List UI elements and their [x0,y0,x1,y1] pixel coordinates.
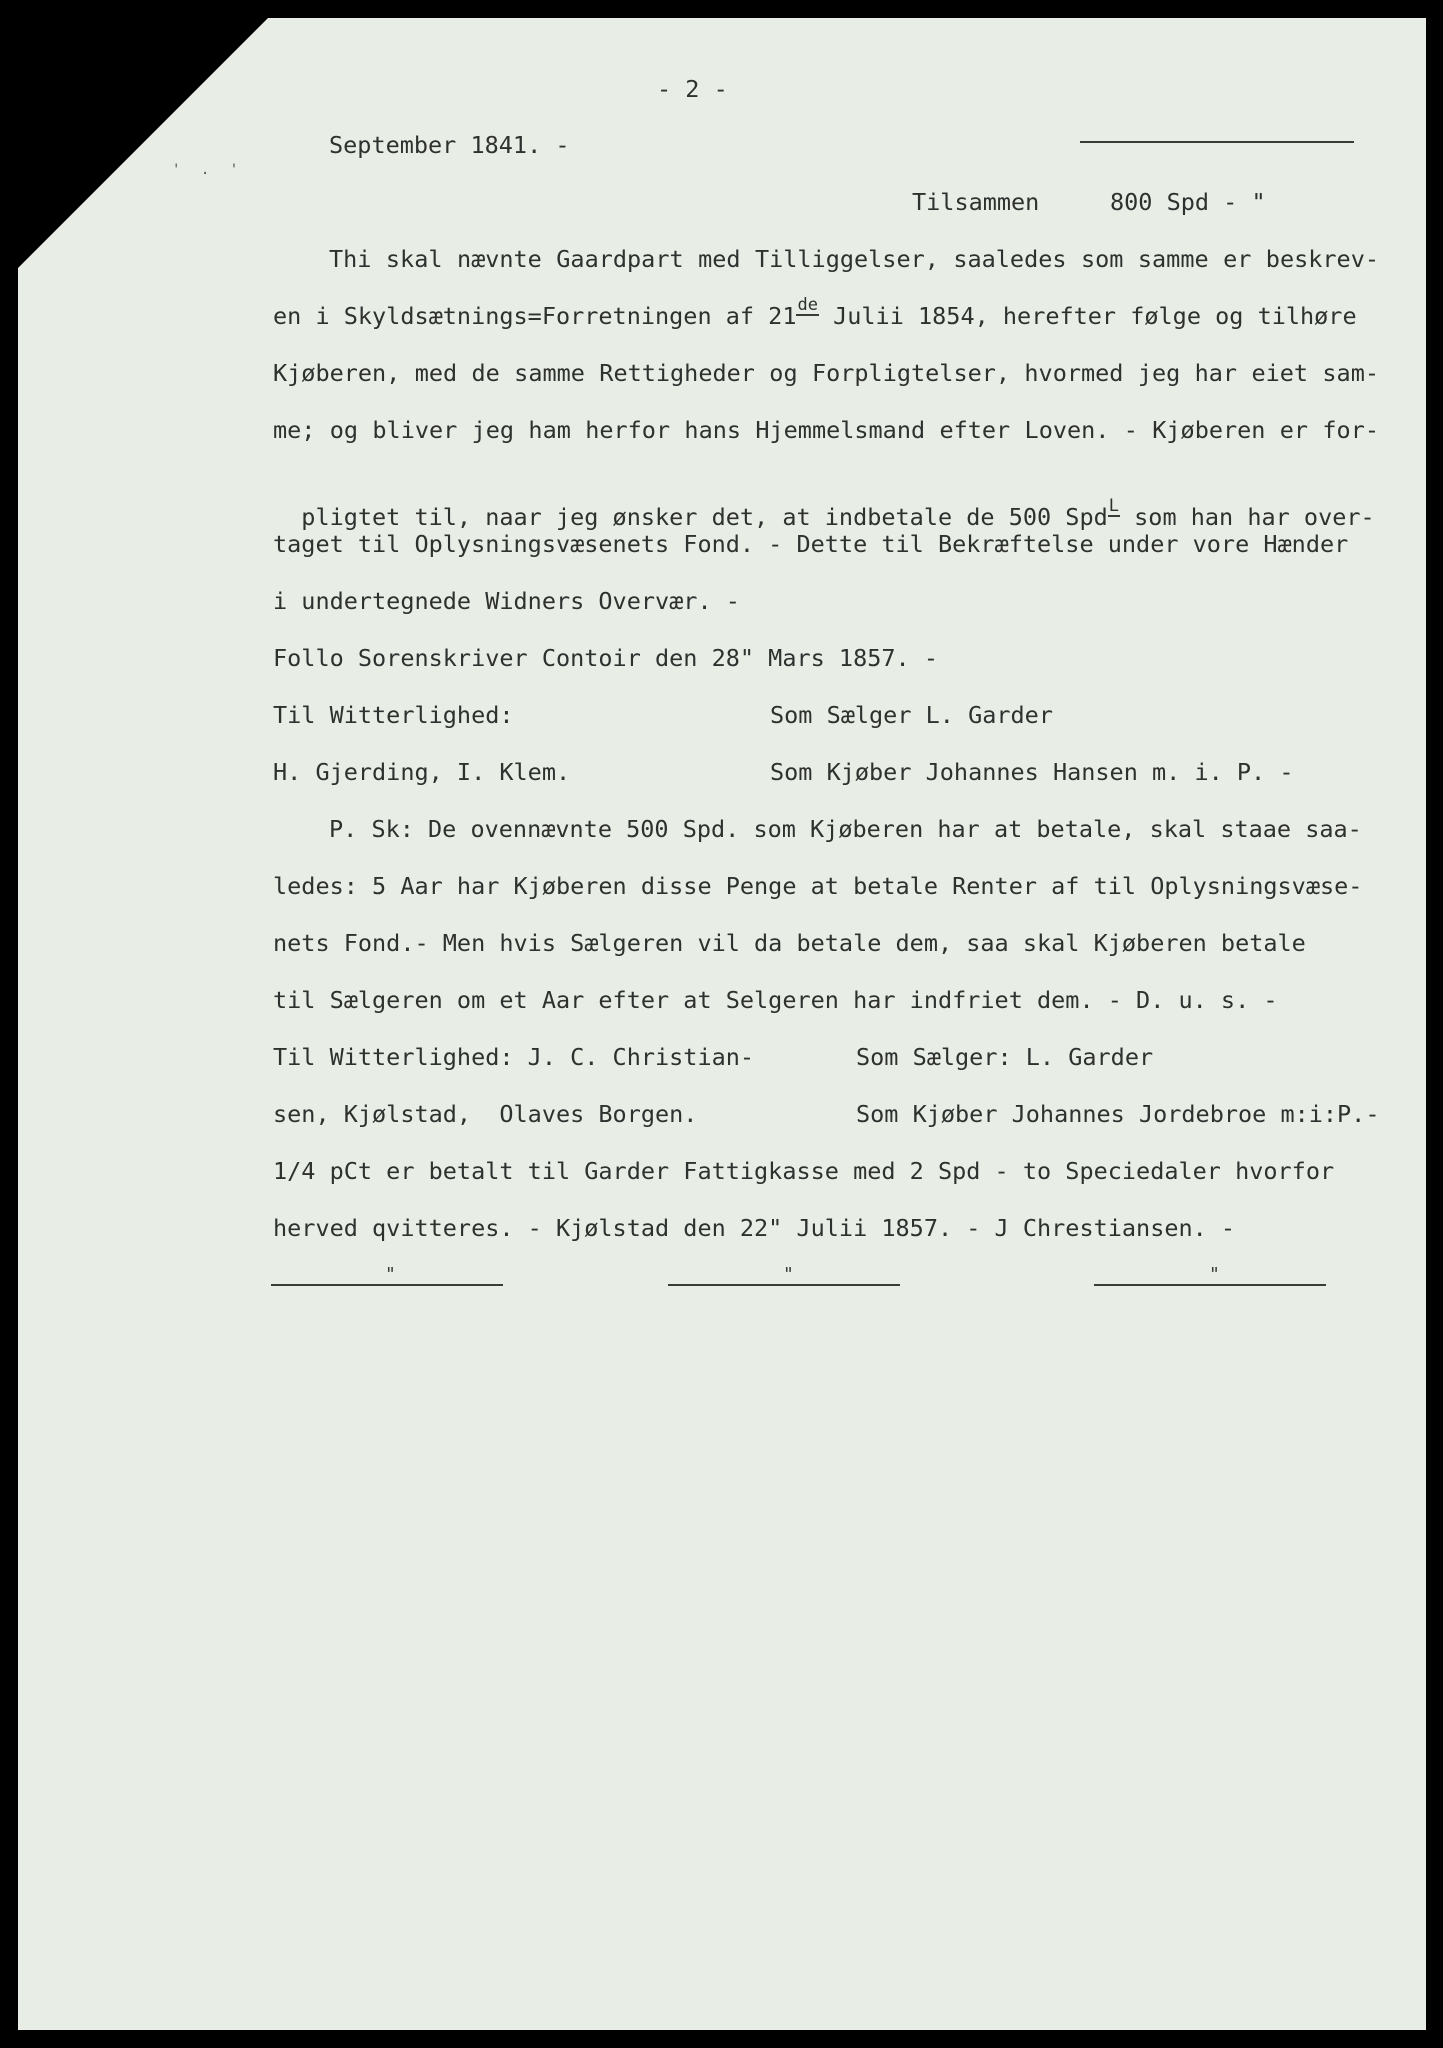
paragraph-line: nets Fond.- Men hvis Sælgeren vil da betale dem, saa skal Kjøberen betale [273,929,1306,957]
paragraph-line [273,295,1379,331]
place-date-line: Follo Sorenskriver Contoir den 28" Mars 1857. - [273,644,938,672]
paragraph-line: Thi skal nævnte Gaardpart med Tilliggelser, saaledes som samme er beskrev- [329,245,1379,273]
paragraph-line: herved qvitteres. - Kjølstad den 22" Julii 1857. - J Chrestiansen. - [273,1214,1236,1242]
witness-line: sen, Kjølstad, Olaves Borgen. [273,1100,698,1128]
witness-names: H. Gjerding, I. Klem. [273,758,571,786]
paragraph-line [273,472,1375,532]
ditto-mark: " [783,1264,794,1285]
witness-line: Til Witterlighed: J. C. Christian- [273,1043,755,1071]
total-label: Tilsammen [912,188,1040,216]
paragraph-line: me; og bliver jeg ham herfor hans Hjemmelsmand efter Loven. - Kjøberen er for- [273,416,1379,444]
total-value: 800 Spd - " [1110,188,1266,216]
scan-specks: ' . ' [172,162,245,178]
total-rule [1080,141,1354,143]
superscript: L [1108,496,1119,516]
text-segment: en i Skyldsætnings=Forretningen af 21 [273,302,797,330]
paragraph-line: til Sælgeren om et Aar efter at Selgeren har indfriet dem. - D. u. s. - [273,986,1278,1014]
text-segment: pligtet til, naar jeg ønsker det, at indbetale de 500 Spd [301,503,1108,531]
paragraph-line: 1/4 pCt er betalt til Garder Fattigkasse med 2 Spd - to Speciedaler hvorfor [273,1157,1335,1185]
seller-signature: Som Sælger L. Garder [770,701,1053,729]
page-number: - 2 - [657,75,728,103]
paragraph-line: Kjøberen, med de samme Rettigheder og Forpligtelser, hvormed jeg har eiet sam- [273,359,1379,387]
buyer-signature: Som Kjøber Johannes Jordebroe m:i:P.- [856,1100,1380,1128]
paragraph-line: P. Sk: De ovennævnte 500 Spd. som Kjøberen har at betale, skal staae saa- [329,815,1362,843]
superscript: de [797,295,818,315]
text-segment: som han har over- [1120,503,1375,531]
ditto-mark: " [385,1264,396,1285]
witness-label: Til Witterlighed: [273,701,514,729]
seller-signature: Som Sælger: L. Garder [856,1043,1154,1071]
paragraph-line: ledes: 5 Aar har Kjøberen disse Penge at betale Renter af til Oplysningsvæse- [273,872,1363,900]
date-line: September 1841. - [329,131,570,159]
buyer-signature: Som Kjøber Johannes Hansen m. i. P. - [770,758,1294,786]
ditto-mark: " [1209,1264,1220,1285]
paragraph-line: i undertegnede Widners Overvær. - [273,587,740,615]
paragraph-line: taget til Oplysningsvæsenets Fond. - Dette til Bekræftelse under vore Hænder [273,530,1349,558]
text-segment: Julii 1854, herefter følge og tilhøre [818,302,1357,330]
